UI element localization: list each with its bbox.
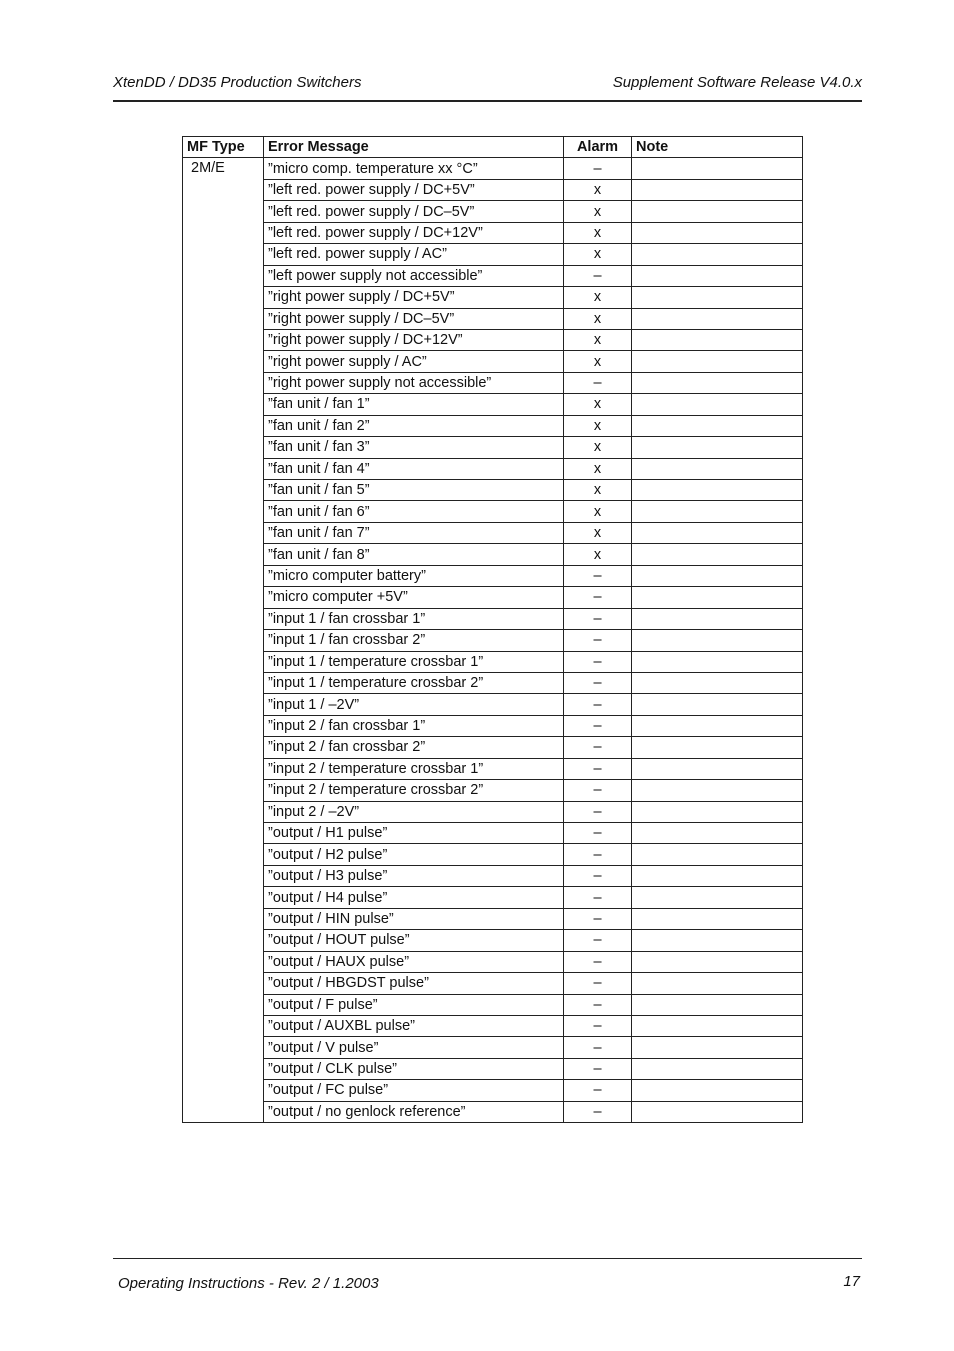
error-message-cell: ”input 1 / fan crossbar 2” xyxy=(264,630,564,651)
table-row xyxy=(183,994,803,1015)
alarm-cell: – xyxy=(564,758,632,779)
error-message-cell: ”output / V pulse” xyxy=(264,1037,564,1058)
alarm-cell: – xyxy=(564,887,632,908)
alarm-cell: x xyxy=(564,415,632,436)
table-row xyxy=(183,158,803,179)
error-message-cell: ”right power supply / AC” xyxy=(264,351,564,372)
column-header-note: Note xyxy=(632,137,803,158)
alarm-cell: – xyxy=(564,1058,632,1079)
note-cell xyxy=(632,201,803,222)
alarm-cell: x xyxy=(564,179,632,200)
error-message-cell: ”input 2 / temperature crossbar 2” xyxy=(264,780,564,801)
note-cell xyxy=(632,437,803,458)
alarm-cell: – xyxy=(564,930,632,951)
note-cell xyxy=(632,308,803,329)
table-row xyxy=(183,1015,803,1036)
error-message-cell: ”micro computer battery” xyxy=(264,565,564,586)
alarm-cell: – xyxy=(564,158,632,179)
error-message-cell: ”fan unit / fan 2” xyxy=(264,415,564,436)
alarm-cell: – xyxy=(564,844,632,865)
table-row xyxy=(183,865,803,886)
table-body xyxy=(183,158,803,1123)
note-cell xyxy=(632,244,803,265)
alarm-cell: – xyxy=(564,265,632,286)
note-cell xyxy=(632,994,803,1015)
table-row xyxy=(183,201,803,222)
table-row xyxy=(183,823,803,844)
table-row xyxy=(183,951,803,972)
error-message-cell: ”input 2 / –2V” xyxy=(264,801,564,822)
error-message-cell: ”left red. power supply / AC” xyxy=(264,244,564,265)
note-cell xyxy=(632,1101,803,1122)
alarm-cell: – xyxy=(564,1080,632,1101)
table-row xyxy=(183,908,803,929)
note-cell xyxy=(632,1080,803,1101)
note-cell xyxy=(632,801,803,822)
table-row xyxy=(183,458,803,479)
alarm-cell: – xyxy=(564,823,632,844)
column-header-error-message: Error Message xyxy=(264,137,564,158)
note-cell xyxy=(632,415,803,436)
error-message-cell: ”output / CLK pulse” xyxy=(264,1058,564,1079)
header-release: Supplement Software Release V4.0.x xyxy=(612,74,862,91)
alarm-cell: x xyxy=(564,201,632,222)
alarm-cell: – xyxy=(564,1101,632,1122)
note-cell xyxy=(632,651,803,672)
note-cell xyxy=(632,222,803,243)
note-cell xyxy=(632,973,803,994)
note-cell xyxy=(632,951,803,972)
error-message-cell: ”output / H2 pulse” xyxy=(264,844,564,865)
error-message-cell: ”input 1 / temperature crossbar 1” xyxy=(264,651,564,672)
table-row xyxy=(183,608,803,629)
error-message-cell: ”right power supply not accessible” xyxy=(264,372,564,393)
table-row xyxy=(183,1037,803,1058)
note-cell xyxy=(632,179,803,200)
note-cell xyxy=(632,351,803,372)
table-row xyxy=(183,930,803,951)
table-row xyxy=(183,1058,803,1079)
alarm-cell: – xyxy=(564,737,632,758)
alarm-cell: x xyxy=(564,308,632,329)
alarm-cell: – xyxy=(564,630,632,651)
note-cell xyxy=(632,522,803,543)
note-cell xyxy=(632,930,803,951)
alarm-cell: – xyxy=(564,1015,632,1036)
mf-type-cell: 2M/E xyxy=(183,158,264,1123)
header-title: XtenDD / DD35 Production Switchers xyxy=(113,74,362,91)
error-message-cell: ”output / no genlock reference” xyxy=(264,1101,564,1122)
error-message-cell: ”output / HOUT pulse” xyxy=(264,930,564,951)
note-cell xyxy=(632,287,803,308)
table-row xyxy=(183,415,803,436)
error-message-cell: ”input 2 / fan crossbar 2” xyxy=(264,737,564,758)
alarm-cell: – xyxy=(564,565,632,586)
error-message-cell: ”right power supply / DC–5V” xyxy=(264,308,564,329)
error-message-cell: ”output / FC pulse” xyxy=(264,1080,564,1101)
table-row xyxy=(183,715,803,736)
error-message-cell: ”output / F pulse” xyxy=(264,994,564,1015)
table-row xyxy=(183,887,803,908)
table-row xyxy=(183,287,803,308)
error-message-cell: ”fan unit / fan 4” xyxy=(264,458,564,479)
alarm-cell: – xyxy=(564,994,632,1015)
table-row xyxy=(183,329,803,350)
table-row xyxy=(183,630,803,651)
table-row xyxy=(183,501,803,522)
alarm-cell: x xyxy=(564,351,632,372)
note-cell xyxy=(632,587,803,608)
note-cell xyxy=(632,844,803,865)
alarm-cell: – xyxy=(564,865,632,886)
note-cell xyxy=(632,458,803,479)
error-message-cell: ”output / HIN pulse” xyxy=(264,908,564,929)
table-row xyxy=(183,565,803,586)
note-cell xyxy=(632,780,803,801)
table-row xyxy=(183,694,803,715)
column-header-mf-type: MF Type xyxy=(183,137,264,158)
table-header-row xyxy=(183,137,803,158)
table-row xyxy=(183,308,803,329)
error-message-cell: ”fan unit / fan 5” xyxy=(264,480,564,501)
table-row xyxy=(183,265,803,286)
table-row xyxy=(183,1080,803,1101)
note-cell xyxy=(632,565,803,586)
note-cell xyxy=(632,1058,803,1079)
alarm-cell: – xyxy=(564,372,632,393)
table-row xyxy=(183,758,803,779)
error-message-cell: ”fan unit / fan 7” xyxy=(264,522,564,543)
note-cell xyxy=(632,865,803,886)
page-header xyxy=(113,74,862,102)
error-message-cell: ”output / H1 pulse” xyxy=(264,823,564,844)
table-row xyxy=(183,780,803,801)
table-row xyxy=(183,222,803,243)
table-row xyxy=(183,672,803,693)
table-row xyxy=(183,480,803,501)
error-message-cell: ”fan unit / fan 6” xyxy=(264,501,564,522)
alarm-cell: – xyxy=(564,908,632,929)
error-message-cell: ”right power supply / DC+12V” xyxy=(264,329,564,350)
error-message-cell: ”fan unit / fan 3” xyxy=(264,437,564,458)
alarm-cell: – xyxy=(564,780,632,801)
alarm-cell: x xyxy=(564,244,632,265)
note-cell xyxy=(632,1037,803,1058)
alarm-cell: – xyxy=(564,801,632,822)
note-cell xyxy=(632,608,803,629)
table-row xyxy=(183,351,803,372)
note-cell xyxy=(632,480,803,501)
alarm-cell: x xyxy=(564,287,632,308)
note-cell xyxy=(632,672,803,693)
error-message-cell: ”right power supply / DC+5V” xyxy=(264,287,564,308)
table-row xyxy=(183,587,803,608)
alarm-cell: – xyxy=(564,608,632,629)
note-cell xyxy=(632,694,803,715)
table-row xyxy=(183,544,803,565)
error-message-cell: ”left red. power supply / DC+5V” xyxy=(264,179,564,200)
error-message-cell: ”left power supply not accessible” xyxy=(264,265,564,286)
error-message-cell: ”left red. power supply / DC+12V” xyxy=(264,222,564,243)
column-header-alarm: Alarm xyxy=(564,137,632,158)
alarm-cell: x xyxy=(564,329,632,350)
table-row xyxy=(183,1101,803,1122)
table-row xyxy=(183,437,803,458)
note-cell xyxy=(632,158,803,179)
table-row xyxy=(183,844,803,865)
table-row xyxy=(183,522,803,543)
note-cell xyxy=(632,394,803,415)
error-message-cell: ”output / AUXBL pulse” xyxy=(264,1015,564,1036)
alarm-cell: x xyxy=(564,522,632,543)
alarm-cell: – xyxy=(564,973,632,994)
page-footer xyxy=(113,1258,862,1292)
table-row xyxy=(183,801,803,822)
alarm-cell: – xyxy=(564,694,632,715)
note-cell xyxy=(632,1015,803,1036)
note-cell xyxy=(632,715,803,736)
note-cell xyxy=(632,630,803,651)
alarm-cell: x xyxy=(564,458,632,479)
error-message-cell: ”input 1 / fan crossbar 1” xyxy=(264,608,564,629)
table-row xyxy=(183,973,803,994)
error-message-cell: ”input 2 / fan crossbar 1” xyxy=(264,715,564,736)
alarm-cell: – xyxy=(564,672,632,693)
alarm-cell: – xyxy=(564,1037,632,1058)
note-cell xyxy=(632,887,803,908)
table-row xyxy=(183,372,803,393)
alarm-cell: x xyxy=(564,544,632,565)
table-row xyxy=(183,737,803,758)
alarm-cell: x xyxy=(564,437,632,458)
error-message-cell: ”fan unit / fan 8” xyxy=(264,544,564,565)
note-cell xyxy=(632,908,803,929)
table-row xyxy=(183,651,803,672)
alarm-cell: x xyxy=(564,222,632,243)
alarm-cell: – xyxy=(564,587,632,608)
table-row xyxy=(183,179,803,200)
alarm-cell: – xyxy=(564,651,632,672)
alarm-cell: x xyxy=(564,480,632,501)
error-message-cell: ”micro comp. temperature xx °C” xyxy=(264,158,564,179)
error-message-cell: ”fan unit / fan 1” xyxy=(264,394,564,415)
note-cell xyxy=(632,758,803,779)
error-message-cell: ”output / HBGDST pulse” xyxy=(264,973,564,994)
note-cell xyxy=(632,737,803,758)
note-cell xyxy=(632,265,803,286)
table-row xyxy=(183,244,803,265)
error-message-cell: ”output / H4 pulse” xyxy=(264,887,564,908)
alarm-cell: – xyxy=(564,951,632,972)
note-cell xyxy=(632,544,803,565)
error-message-cell: ”input 1 / temperature crossbar 2” xyxy=(264,672,564,693)
error-message-cell: ”output / HAUX pulse” xyxy=(264,951,564,972)
alarm-cell: x xyxy=(564,501,632,522)
note-cell xyxy=(632,501,803,522)
error-message-cell: ”output / H3 pulse” xyxy=(264,865,564,886)
error-message-cell: ”input 1 / –2V” xyxy=(264,694,564,715)
note-cell xyxy=(632,329,803,350)
error-message-cell: ”input 2 / temperature crossbar 1” xyxy=(264,758,564,779)
alarm-cell: – xyxy=(564,715,632,736)
footer-doc-info: Operating Instructions - Rev. 2 / 1.2003 xyxy=(118,1275,379,1292)
note-cell xyxy=(632,823,803,844)
alarm-cell: x xyxy=(564,394,632,415)
error-message-cell: ”left red. power supply / DC–5V” xyxy=(264,201,564,222)
note-cell xyxy=(632,372,803,393)
table-row xyxy=(183,394,803,415)
error-message-cell: ”micro computer +5V” xyxy=(264,587,564,608)
error-message-table xyxy=(182,136,803,1123)
page-number: 17 xyxy=(843,1273,860,1290)
